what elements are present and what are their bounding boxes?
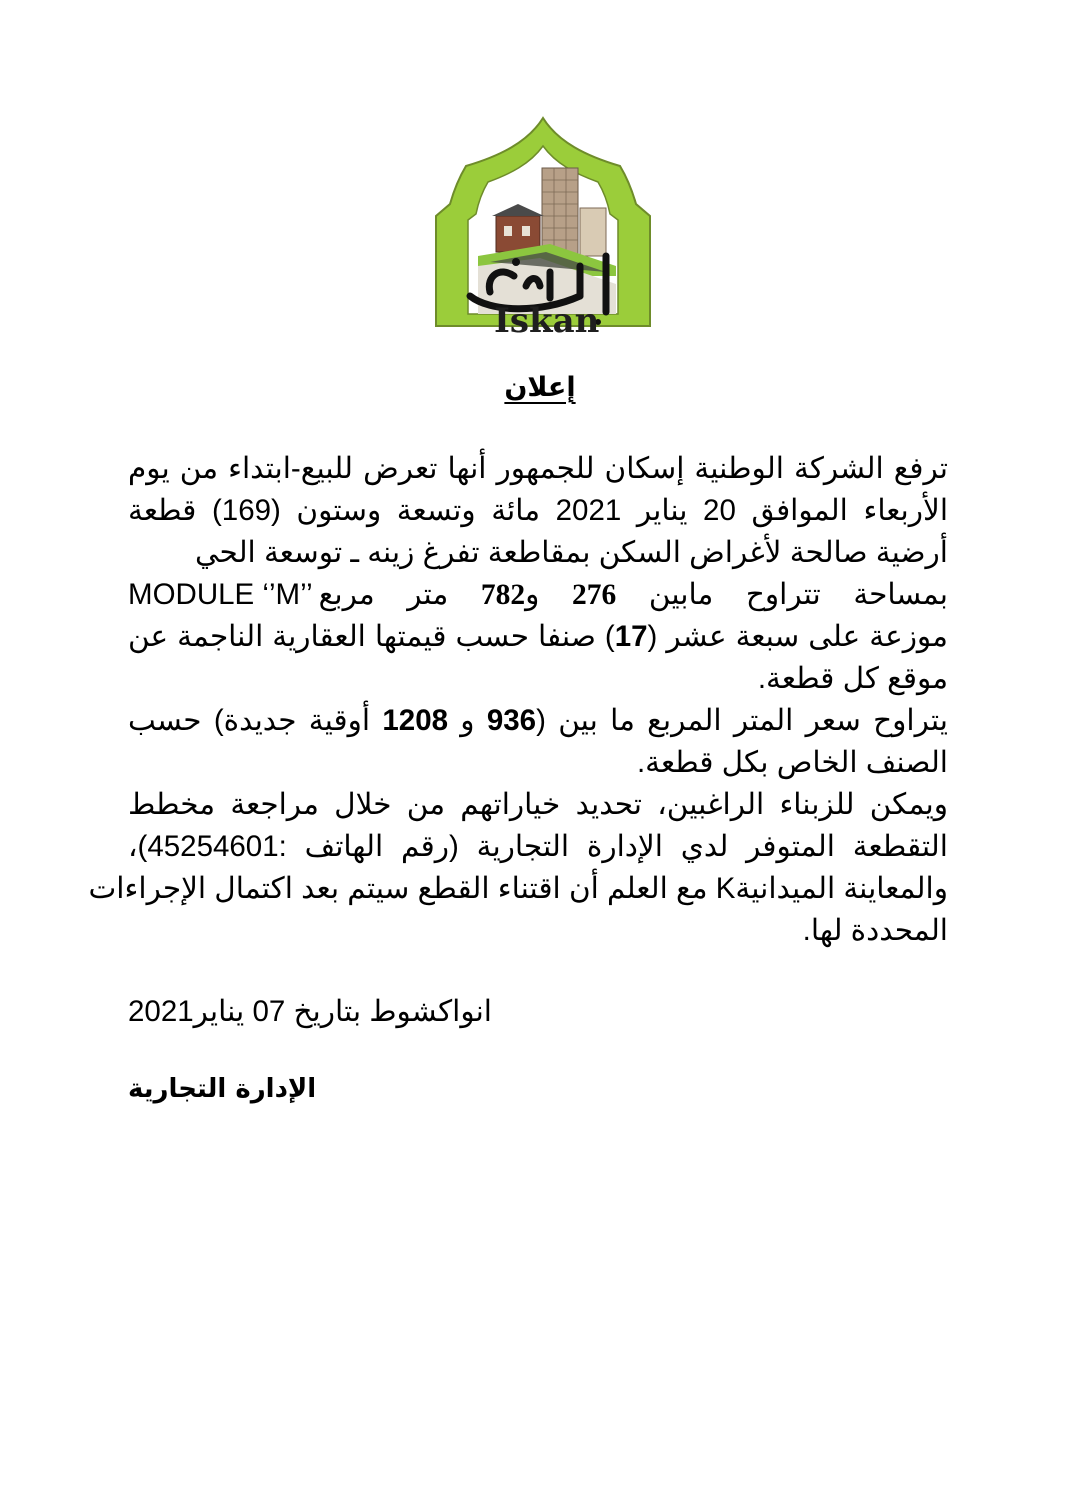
price-max-value: 1208 bbox=[382, 704, 449, 737]
paragraph2-line1 bbox=[128, 700, 948, 742]
area-label-text: بمساحة تتراوح مابين bbox=[616, 578, 948, 611]
paragraph1-line2: الأربعاء الموافق 20 يناير 2021 مائة وتسعة وستون (169) قطعة bbox=[128, 494, 949, 527]
paragraph3-line2: التقطعة المتوفر لدي الإدارة التجارية (رقم الهاتف :45254601)، bbox=[128, 830, 948, 863]
date-line: انواكشوط بتاريخ 07 يناير2021 bbox=[128, 995, 492, 1028]
price-text-a: يتراوح سعر المتر المربع ما بين ( bbox=[536, 704, 948, 737]
area-connector: و bbox=[525, 578, 573, 611]
area-min-value: 276 bbox=[572, 579, 617, 611]
categories-text-b: ) صنفا حسب قيمتها العقارية الناجمة عن bbox=[128, 620, 615, 653]
paragraph2-line2: الصنف الخاص بكل قطعة. bbox=[636, 746, 948, 779]
announcement-body bbox=[88, 448, 949, 952]
paragraph1-line4 bbox=[128, 574, 948, 616]
paragraph3-line1: ويمكن للزبناء الراغبين، تحديد خياراتهم من خلال مراجعة مخطط bbox=[128, 788, 948, 821]
paragraph3-line3: والمعاينة الميدانيةK مع العلم أن اقتناء القطع سيتم بعد اكتمال الإجراءات bbox=[88, 872, 948, 905]
area-unit: متر مربع bbox=[318, 578, 481, 611]
announcement-heading bbox=[0, 372, 1080, 403]
paragraph1-line1: ترفع الشركة الوطنية إسكان للجمهور أنها تعرض للبيع-ابتداء من يوم bbox=[128, 452, 948, 485]
area-max-value: 782 bbox=[480, 579, 526, 611]
iskan-logo bbox=[430, 116, 656, 341]
categories-text-a: موزعة على سبعة عشر ( bbox=[647, 620, 948, 653]
module-label: MODULE ‘’M’’ bbox=[128, 578, 313, 611]
signature-department: الإدارة التجارية bbox=[128, 1074, 317, 1104]
categories-count: 17 bbox=[614, 620, 648, 653]
price-connector: و bbox=[448, 704, 487, 737]
announcement-heading-text: إعلان bbox=[504, 372, 576, 403]
price-min-value: 936 bbox=[486, 704, 537, 737]
paragraph3-line4: المحددة لها. bbox=[802, 914, 948, 947]
paragraph1-line6: موقع كل قطعة. bbox=[757, 662, 948, 695]
paragraph1-line3: أرضية صالحة لأغراض السكن بمقاطعة تفرغ زينه ـ توسعة الحي bbox=[194, 536, 948, 569]
price-text-c: أوقية جديدة) حسب bbox=[128, 704, 383, 737]
logo-latin-wordmark: Iskan bbox=[494, 301, 600, 341]
paragraph1-line5 bbox=[128, 616, 948, 658]
